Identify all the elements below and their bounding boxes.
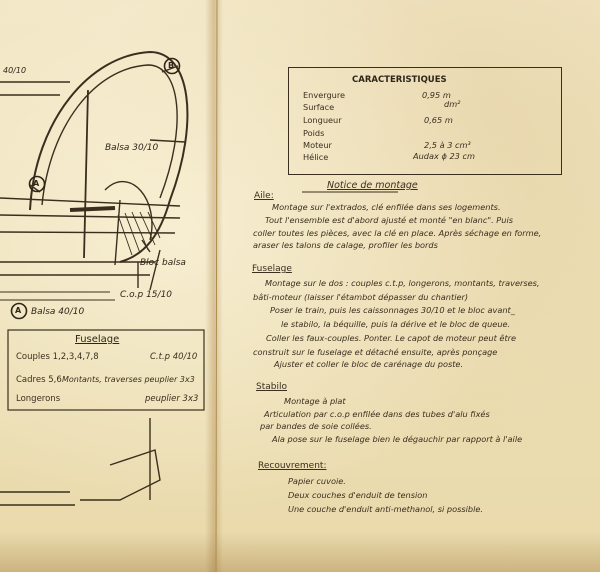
circle-a-label: A bbox=[33, 179, 40, 188]
spec-label: Hélice bbox=[303, 152, 329, 162]
fuselage-row-label: Longerons bbox=[16, 394, 61, 404]
notice-line: Articulation par c.o.p enfilée dans des tubes d'alu fixés bbox=[264, 409, 490, 419]
balsa-label: Balsa 30/10 bbox=[105, 143, 159, 153]
notice-line: bâti-moteur (laisser l'étambot dépasser du chantier) bbox=[253, 292, 469, 302]
fuselage-row-label: Couples 1,2,3,4,7,8 bbox=[16, 352, 99, 362]
spec-value: 2,5 à 3 cm³ bbox=[424, 140, 471, 150]
section-stabilo-title: Stabilo bbox=[256, 382, 287, 392]
circle-b-label: B bbox=[168, 61, 175, 70]
notice-line: le stabilo, la béquille, puis la dérive et le bloc de queue. bbox=[281, 319, 511, 329]
circle-a2-label: A bbox=[15, 306, 22, 315]
notice-line: Montage sur le dos : couples c.t.p, longerons, montants, traverses, bbox=[265, 278, 540, 288]
fuselage-row-value: peuplier 3x3 bbox=[145, 394, 199, 404]
notice-line: Papier cuvoie. bbox=[288, 476, 346, 486]
balsa-bottom-label: Balsa 40/10 bbox=[31, 307, 85, 317]
fuselage-row-label: Cadres 5,6 bbox=[16, 375, 62, 385]
notice-line: Montage à plat bbox=[284, 396, 346, 406]
notice-line: Tout l'ensemble est d'abord ajusté et monté "en blanc". Puis bbox=[265, 215, 513, 225]
notice-title: Notice de montage bbox=[327, 180, 418, 191]
notice-line: Montage sur l'extrados, clé enfilée dans ses logements. bbox=[272, 202, 501, 212]
notice-line: construit sur le fuselage et détaché ensuite, après ponçage bbox=[253, 347, 498, 357]
notice-line: Ajuster et coller le bloc de carénage du poste. bbox=[274, 359, 464, 369]
spec-value: 0,95 m bbox=[422, 90, 451, 100]
notice-line: coller toutes les pièces, avec la clé en place. Après séchage en forme, bbox=[253, 228, 542, 238]
section-recouvrement-title: Recouvrement: bbox=[258, 461, 327, 471]
spec-label: Surface bbox=[303, 102, 335, 112]
frac-label: 40/10 bbox=[3, 66, 27, 75]
spec-label: Envergure bbox=[303, 90, 346, 100]
fuselage-title: Fuselage bbox=[75, 334, 120, 345]
fuselage-row-value: C.t.p 40/10 bbox=[150, 352, 198, 362]
notice-line: par bandes de soie collées. bbox=[260, 421, 372, 431]
section-aile-title: Aile: bbox=[254, 191, 274, 201]
section-fuselage-title: Fuselage bbox=[252, 264, 292, 274]
notice-line: Ala pose sur le fuselage bien le dégauchir par rapport à l'aile bbox=[272, 434, 523, 444]
spec-value: 0,65 m bbox=[424, 115, 453, 125]
notice-line: araser les talons de calage, profiler les bords bbox=[253, 240, 438, 250]
caracteristiques-title: CARACTERISTIQUES bbox=[352, 75, 447, 85]
bloc-balsa-label: Bloc balsa bbox=[140, 258, 186, 268]
spec-value: Audax ϕ 23 cm bbox=[413, 151, 475, 161]
notice-line: Coller les faux-couples. Ponter. Le capot de moteur peut être bbox=[266, 333, 517, 343]
notice-line: Poser le train, puis les caissonnages 30/10 et le bloc avant_ bbox=[270, 305, 515, 315]
cop-label: C.o.p 15/10 bbox=[120, 290, 173, 300]
notice-line: Deux couches d'enduit de tension bbox=[288, 490, 428, 500]
fuselage-row-value: Montants, traverses peuplier 3x3 bbox=[62, 375, 195, 384]
spec-label: Longueur bbox=[303, 115, 342, 125]
spec-value: dm² bbox=[444, 99, 461, 109]
spec-label: Moteur bbox=[303, 140, 332, 150]
spec-label: Poids bbox=[303, 128, 325, 138]
notice-line: Une couche d'enduit anti-methanol, si possible. bbox=[288, 504, 484, 514]
